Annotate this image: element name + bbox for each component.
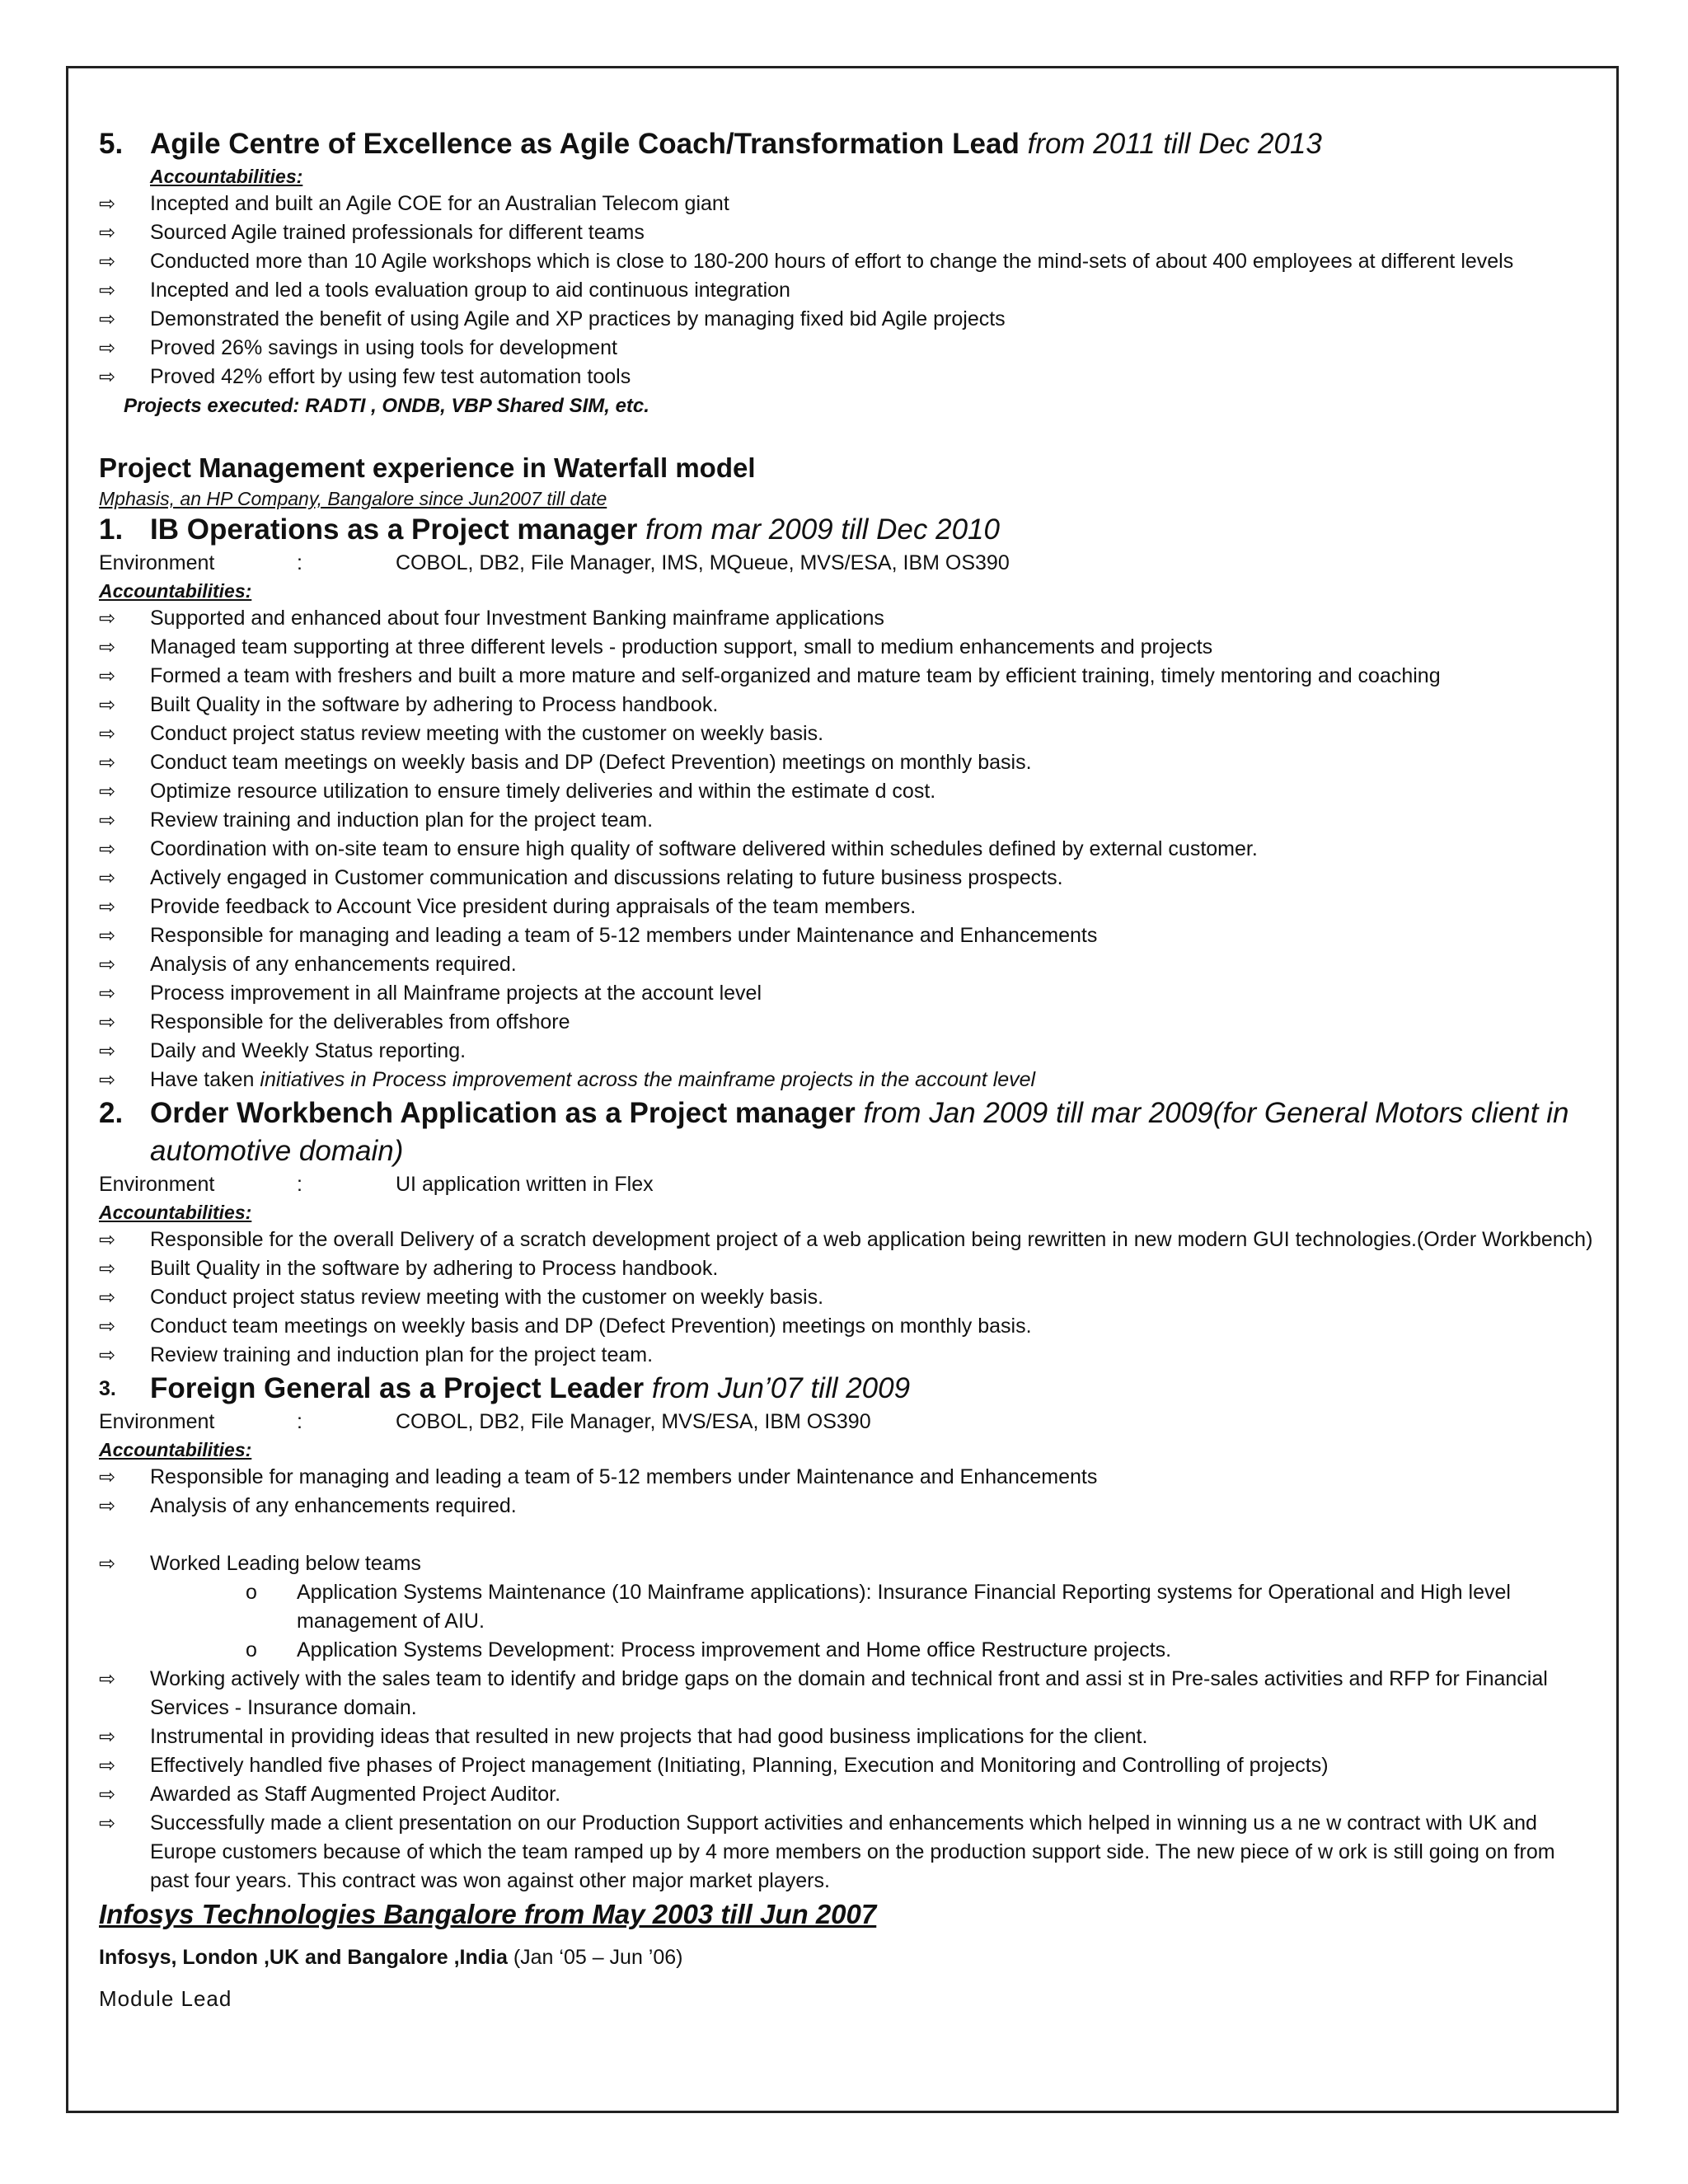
arrow-right-icon: ⇨ xyxy=(99,1726,116,1748)
environment-label: Environment xyxy=(99,551,215,574)
accountabilities-label: Accountabilities: xyxy=(150,166,303,187)
bullet-item xyxy=(99,247,1599,276)
job-dates: from Jan 2009 till mar 2009(for General Motors client in automotive domain) xyxy=(150,1097,1569,1167)
environment-value: UI application written in Flex xyxy=(396,1173,654,1196)
arrow-right-icon: ⇨ xyxy=(99,896,116,918)
arrow-right-icon: ⇨ xyxy=(99,694,116,716)
arrow-right-icon: ⇨ xyxy=(99,1553,116,1575)
bullet-text: Optimize resource utilization to ensure timely deliveries and within the estimate d cost. xyxy=(150,780,936,803)
environment-label: Environment xyxy=(99,1410,215,1433)
arrow-right-icon: ⇨ xyxy=(99,222,116,244)
job-heading-foreign-general xyxy=(99,1370,1599,1408)
job3-sub-bullet-list xyxy=(99,1578,1599,1665)
arrow-right-icon: ⇨ xyxy=(99,867,116,889)
job3-bullet-list-b xyxy=(99,1665,1599,1896)
environment-colon: : xyxy=(297,1410,302,1433)
bullet-text: Instrumental in providing ideas that resulted in new projects that had good business implications for the client. xyxy=(150,1725,1148,1748)
arrow-right-icon: ⇨ xyxy=(99,1286,116,1309)
arrow-right-icon: ⇨ xyxy=(99,1040,116,1062)
job2-bullet-list xyxy=(99,1226,1599,1370)
sub-bullet-item xyxy=(99,1578,1599,1636)
job5-bullet-list xyxy=(99,190,1599,391)
bullet-text: Coordination with on-site team to ensure high quality of software delivered within schedules defined by external customer. xyxy=(150,837,1258,860)
bullet-text: Awarded as Staff Augmented Project Auditor. xyxy=(150,1783,561,1806)
bullet-text: Application Systems Development: Process improvement and Home office Restructure projects. xyxy=(297,1638,1172,1661)
arrow-right-icon: ⇨ xyxy=(99,251,116,273)
arrow-right-icon: ⇨ xyxy=(99,665,116,687)
environment-colon: : xyxy=(297,551,302,574)
job-heading-order-workbench xyxy=(99,1094,1599,1170)
bullet-item xyxy=(99,1283,1599,1312)
bullet-item xyxy=(99,719,1599,748)
arrow-right-icon: ⇨ xyxy=(99,1011,116,1033)
bullet-text: Incepted and built an Agile COE for an Australian Telecom giant xyxy=(150,192,729,215)
bullet-text: Demonstrated the benefit of using Agile and XP practices by managing fixed bid Agile projects xyxy=(150,307,1006,330)
bullet-text: Conduct project status review meeting with the customer on weekly basis. xyxy=(150,722,824,745)
bullet-text: Proved 42% effort by using few test automation tools xyxy=(150,365,631,388)
bullet-text: Formed a team with freshers and built a more mature and self-organized and mature team by efficient training, timely mentoring and coaching xyxy=(150,664,1441,687)
arrow-right-icon: ⇨ xyxy=(99,1315,116,1338)
bullet-item xyxy=(99,305,1599,334)
bullet-text: Supported and enhanced about four Investment Banking mainframe applications xyxy=(150,607,884,630)
location-text: Infosys, London ,UK and Bangalore ,India xyxy=(99,1946,508,1969)
circle-bullet-icon: o xyxy=(246,1581,257,1604)
job-title: Agile Centre of Excellence as Agile Coach/Transformation Lead xyxy=(150,128,1020,160)
bullet-item xyxy=(99,806,1599,835)
job-title: IB Operations as a Project manager xyxy=(150,513,638,546)
job3-bullet-list-a xyxy=(99,1463,1599,1521)
arrow-right-icon: ⇨ xyxy=(99,780,116,803)
arrow-right-icon: ⇨ xyxy=(99,636,116,658)
company-mphasis: Mphasis, an HP Company, Bangalore since Jun2007 till date xyxy=(99,488,607,509)
bullet-text: Sourced Agile trained professionals for different teams xyxy=(150,221,645,244)
bullet-text: Conduct team meetings on weekly basis and DP (Defect Prevention) meetings on monthly basis. xyxy=(150,751,1032,774)
bullet-item xyxy=(99,1463,1599,1492)
bullet-item xyxy=(99,1254,1599,1283)
bullet-item xyxy=(99,1037,1599,1066)
bullet-text: Working actively with the sales team to identify and bridge gaps on the domain and technical front and assi st in Pre-sales activities and RFP for Financial Services - Insurance domain. xyxy=(150,1667,1548,1719)
job-heading-agile-coe xyxy=(99,125,1599,163)
bullet-text: Conduct team meetings on weekly basis and DP (Defect Prevention) meetings on monthly basis. xyxy=(150,1315,1032,1338)
arrow-right-icon: ⇨ xyxy=(99,337,116,359)
bullet-text: Process improvement in all Mainframe projects at the account level xyxy=(150,982,762,1005)
sub-bullet-item xyxy=(99,1636,1599,1665)
bullet-text: Actively engaged in Customer communication and discussions relating to future business prospects. xyxy=(150,866,1063,889)
environment-value: COBOL, DB2, File Manager, MVS/ESA, IBM OS390 xyxy=(396,1410,871,1433)
arrow-right-icon: ⇨ xyxy=(99,982,116,1005)
bullet-item xyxy=(99,662,1599,691)
bullet-item xyxy=(99,1226,1599,1254)
arrow-right-icon: ⇨ xyxy=(99,1812,116,1835)
bullet-text: Effectively handled five phases of Project management (Initiating, Planning, Execution and Monitoring and Controlling of projects) xyxy=(150,1754,1329,1777)
bullet-text: Application Systems Maintenance (10 Mainframe applications): Insurance Financial Reporting systems for Operational and High level management of AIU. xyxy=(297,1581,1511,1633)
arrow-right-icon: ⇨ xyxy=(99,1783,116,1806)
arrow-right-icon: ⇨ xyxy=(99,308,116,330)
bullet-item xyxy=(99,979,1599,1008)
bullet-text: Responsible for managing and leading a team of 5-12 members under Maintenance and Enhancements xyxy=(150,924,1098,947)
bullet-text: Conducted more than 10 Agile workshops which is close to 180-200 hours of effort to change the mind-sets of about 400 employees at different levels xyxy=(150,250,1514,273)
bullet-item xyxy=(99,950,1599,979)
bullet-text: Built Quality in the software by adhering to Process handbook. xyxy=(150,1257,719,1280)
environment-colon: : xyxy=(297,1173,302,1196)
bullet-item xyxy=(99,1809,1599,1896)
bullet-item xyxy=(99,691,1599,719)
bullet-item xyxy=(99,748,1599,777)
bullet-item xyxy=(99,1751,1599,1780)
job-number: 3. xyxy=(99,1377,116,1400)
arrow-right-icon: ⇨ xyxy=(99,723,116,745)
bullet-item xyxy=(99,777,1599,806)
bullet-item xyxy=(99,363,1599,391)
bullet-text: Responsible for the overall Delivery of a scratch development project of a web application being rewritten in new modern GUI technologies.(Order Workbench) xyxy=(150,1228,1593,1251)
bullet-item xyxy=(99,218,1599,247)
bullet-text: Conduct project status review meeting with the customer on weekly basis. xyxy=(150,1286,824,1309)
bullet-text: Have taken xyxy=(150,1068,260,1091)
circle-bullet-icon: o xyxy=(246,1638,257,1661)
job-dates: from mar 2009 till Dec 2010 xyxy=(645,513,1000,546)
spacer xyxy=(99,1521,1599,1549)
bullet-item xyxy=(99,1066,1599,1094)
bullet-item xyxy=(99,835,1599,864)
arrow-right-icon: ⇨ xyxy=(99,193,116,215)
bullet-text: Worked Leading below teams xyxy=(150,1552,421,1575)
resume-content xyxy=(99,125,1599,2013)
bullet-text: Proved 26% savings in using tools for development xyxy=(150,336,617,359)
job-dates: from 2011 till Dec 2013 xyxy=(1027,128,1322,160)
arrow-right-icon: ⇨ xyxy=(99,1466,116,1488)
bullet-text: Daily and Weekly Status reporting. xyxy=(150,1039,467,1062)
arrow-right-icon: ⇨ xyxy=(99,1495,116,1517)
arrow-right-icon: ⇨ xyxy=(99,1668,116,1690)
bullet-item xyxy=(99,1008,1599,1037)
job-number: 1. xyxy=(99,513,124,546)
bullet-item xyxy=(99,604,1599,633)
bullet-text: Analysis of any enhancements required. xyxy=(150,1494,517,1517)
arrow-right-icon: ⇨ xyxy=(99,1069,116,1091)
arrow-right-icon: ⇨ xyxy=(99,607,116,630)
arrow-right-icon: ⇨ xyxy=(99,954,116,976)
arrow-right-icon: ⇨ xyxy=(99,1344,116,1366)
job-number: 2. xyxy=(99,1097,124,1129)
arrow-right-icon: ⇨ xyxy=(99,752,116,774)
arrow-right-icon: ⇨ xyxy=(99,1755,116,1777)
job1-bullet-list xyxy=(99,604,1599,1066)
environment-value: COBOL, DB2, File Manager, IMS, MQueue, MVS/ESA, IBM OS390 xyxy=(396,551,1010,574)
environment-row xyxy=(99,1408,1599,1436)
bullet-item xyxy=(99,1312,1599,1341)
bullet-item xyxy=(99,1492,1599,1521)
bullet-item xyxy=(99,921,1599,950)
location-dates: (Jan ‘05 – Jun ’06) xyxy=(507,1946,683,1969)
bullet-text: Review training and induction plan for the project team. xyxy=(150,1343,654,1366)
accountabilities-label: Accountabilities: xyxy=(99,1202,252,1223)
environment-row xyxy=(99,549,1599,578)
bullet-text: Incepted and led a tools evaluation group to aid continuous integration xyxy=(150,279,790,302)
bullet-item xyxy=(99,633,1599,662)
company-infosys: Infosys Technologies Bangalore from May 2003 till Jun 2007 xyxy=(99,1899,877,1929)
accountabilities-label: Accountabilities: xyxy=(99,580,252,602)
bullet-text: Provide feedback to Account Vice president during appraisals of the team members. xyxy=(150,895,917,918)
bullet-item xyxy=(99,1780,1599,1809)
bullet-text: Review training and induction plan for the project team. xyxy=(150,808,654,832)
bullet-item xyxy=(99,1549,1599,1578)
bullet-item xyxy=(99,864,1599,893)
bullet-text-italic: initiatives in Process improvement across the mainframe projects in the account level xyxy=(260,1068,1036,1091)
arrow-right-icon: ⇨ xyxy=(99,925,116,947)
job-heading-ib-operations xyxy=(99,511,1599,549)
environment-label: Environment xyxy=(99,1173,215,1196)
infosys-location xyxy=(99,1942,1599,1973)
bullet-text: Successfully made a client presentation on our Production Support activities and enhancements which helped in winning us a ne w contract with UK and Europe customers because of which the team ramped up by 4 more members on the production support side. The new piece of w ork is still going on from past four years. This contract was won against other major market players. xyxy=(150,1811,1555,1892)
bullet-item xyxy=(99,1722,1599,1751)
job-dates: from Jun’07 till 2009 xyxy=(651,1372,911,1404)
bullet-text: Managed team supporting at three different levels - production support, small to medium enhancements and projects xyxy=(150,635,1213,658)
job-title: Order Workbench Application as a Project manager xyxy=(150,1097,856,1129)
bullet-item xyxy=(99,276,1599,305)
bullet-text: Built Quality in the software by adhering to Process handbook. xyxy=(150,693,719,716)
environment-row xyxy=(99,1170,1599,1199)
job-number: 5. xyxy=(99,128,124,160)
bullet-item xyxy=(99,334,1599,363)
bullet-item xyxy=(99,1665,1599,1722)
bullet-text: Analysis of any enhancements required. xyxy=(150,953,517,976)
arrow-right-icon: ⇨ xyxy=(99,1258,116,1280)
bullet-item xyxy=(99,190,1599,218)
role-title: Module Lead xyxy=(99,1986,232,2011)
projects-executed: Projects executed: RADTI , ONDB, VBP Shared SIM, etc. xyxy=(124,395,649,417)
arrow-right-icon: ⇨ xyxy=(99,279,116,302)
job-title: Foreign General as a Project Leader xyxy=(150,1372,645,1404)
bullet-text: Responsible for managing and leading a team of 5-12 members under Maintenance and Enhancements xyxy=(150,1465,1098,1488)
accountabilities-label: Accountabilities: xyxy=(99,1439,252,1460)
arrow-right-icon: ⇨ xyxy=(99,1229,116,1251)
arrow-right-icon: ⇨ xyxy=(99,366,116,388)
section-title-waterfall: Project Management experience in Waterfall model xyxy=(99,452,756,483)
bullet-item xyxy=(99,1341,1599,1370)
bullet-item xyxy=(99,893,1599,921)
bullet-text: Responsible for the deliverables from offshore xyxy=(150,1010,570,1033)
arrow-right-icon: ⇨ xyxy=(99,838,116,860)
arrow-right-icon: ⇨ xyxy=(99,809,116,832)
